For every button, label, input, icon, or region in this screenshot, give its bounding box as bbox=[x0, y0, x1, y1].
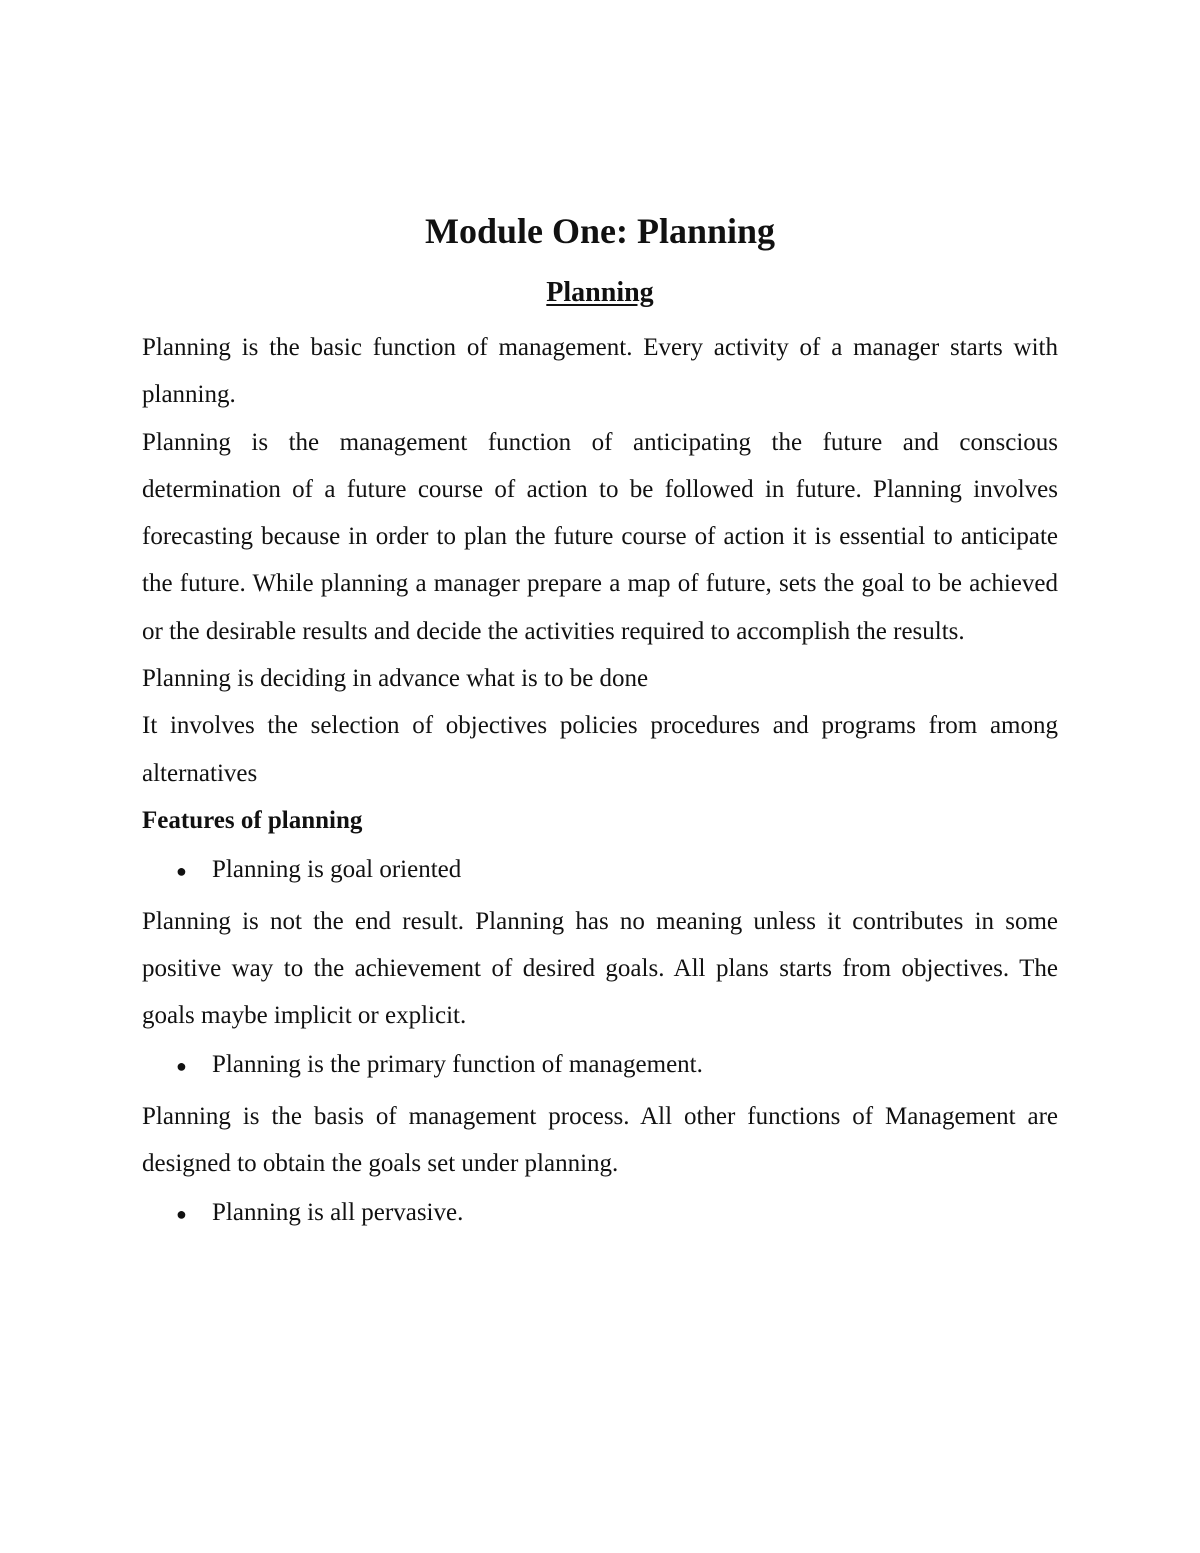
feature-bullet-2 bbox=[142, 1041, 1058, 1090]
paragraph-intro-4: It involves the selection of objectives policies procedures and programs from among alternatives bbox=[142, 712, 1058, 787]
feature-bullet-3 bbox=[142, 1189, 1058, 1238]
feature-bullet-2-text: Planning is the primary function of management. bbox=[212, 1051, 703, 1079]
paragraph-intro-3: Planning is deciding in advance what is to be done bbox=[142, 665, 649, 693]
page-title: Module One: Planning bbox=[424, 211, 776, 251]
bullet-icon: ● bbox=[176, 1056, 187, 1077]
feature-bullet-1-text: Planning is goal oriented bbox=[212, 856, 462, 884]
feature-paragraph-1: Planning is not the end result. Planning has no meaning unless it contributes in some positive way to the achievement of desired goals. All plans starts from objectives. The goals maybe implicit or explicit. bbox=[142, 907, 1058, 1030]
feature-bullet-1 bbox=[142, 846, 1058, 895]
paragraph-intro-2: Planning is the management function of anticipating the future and conscious determination of a future course of action to be followed in future. Planning involves forecasting because in order to plan the future course of action it is essential to anticipate the future. While planning a manager prepare a map of future, sets the goal to be achieved or the desirable results and decide the activities required to accomplish the results. bbox=[142, 428, 1058, 645]
features-heading: Features of planning bbox=[142, 806, 363, 834]
section-subtitle: Planning bbox=[546, 277, 654, 308]
bullet-icon: ● bbox=[176, 1204, 187, 1225]
feature-paragraph-2: Planning is the basis of management process. All other functions of Management are designed to obtain the goals set under planning. bbox=[142, 1102, 1058, 1178]
feature-bullet-3-text: Planning is all pervasive. bbox=[212, 1199, 464, 1227]
bullet-icon: ● bbox=[176, 861, 187, 882]
paragraph-intro-1: Planning is the basic function of management. Every activity of a manager starts with planning. bbox=[142, 334, 1058, 409]
document-body bbox=[142, 324, 1058, 1239]
